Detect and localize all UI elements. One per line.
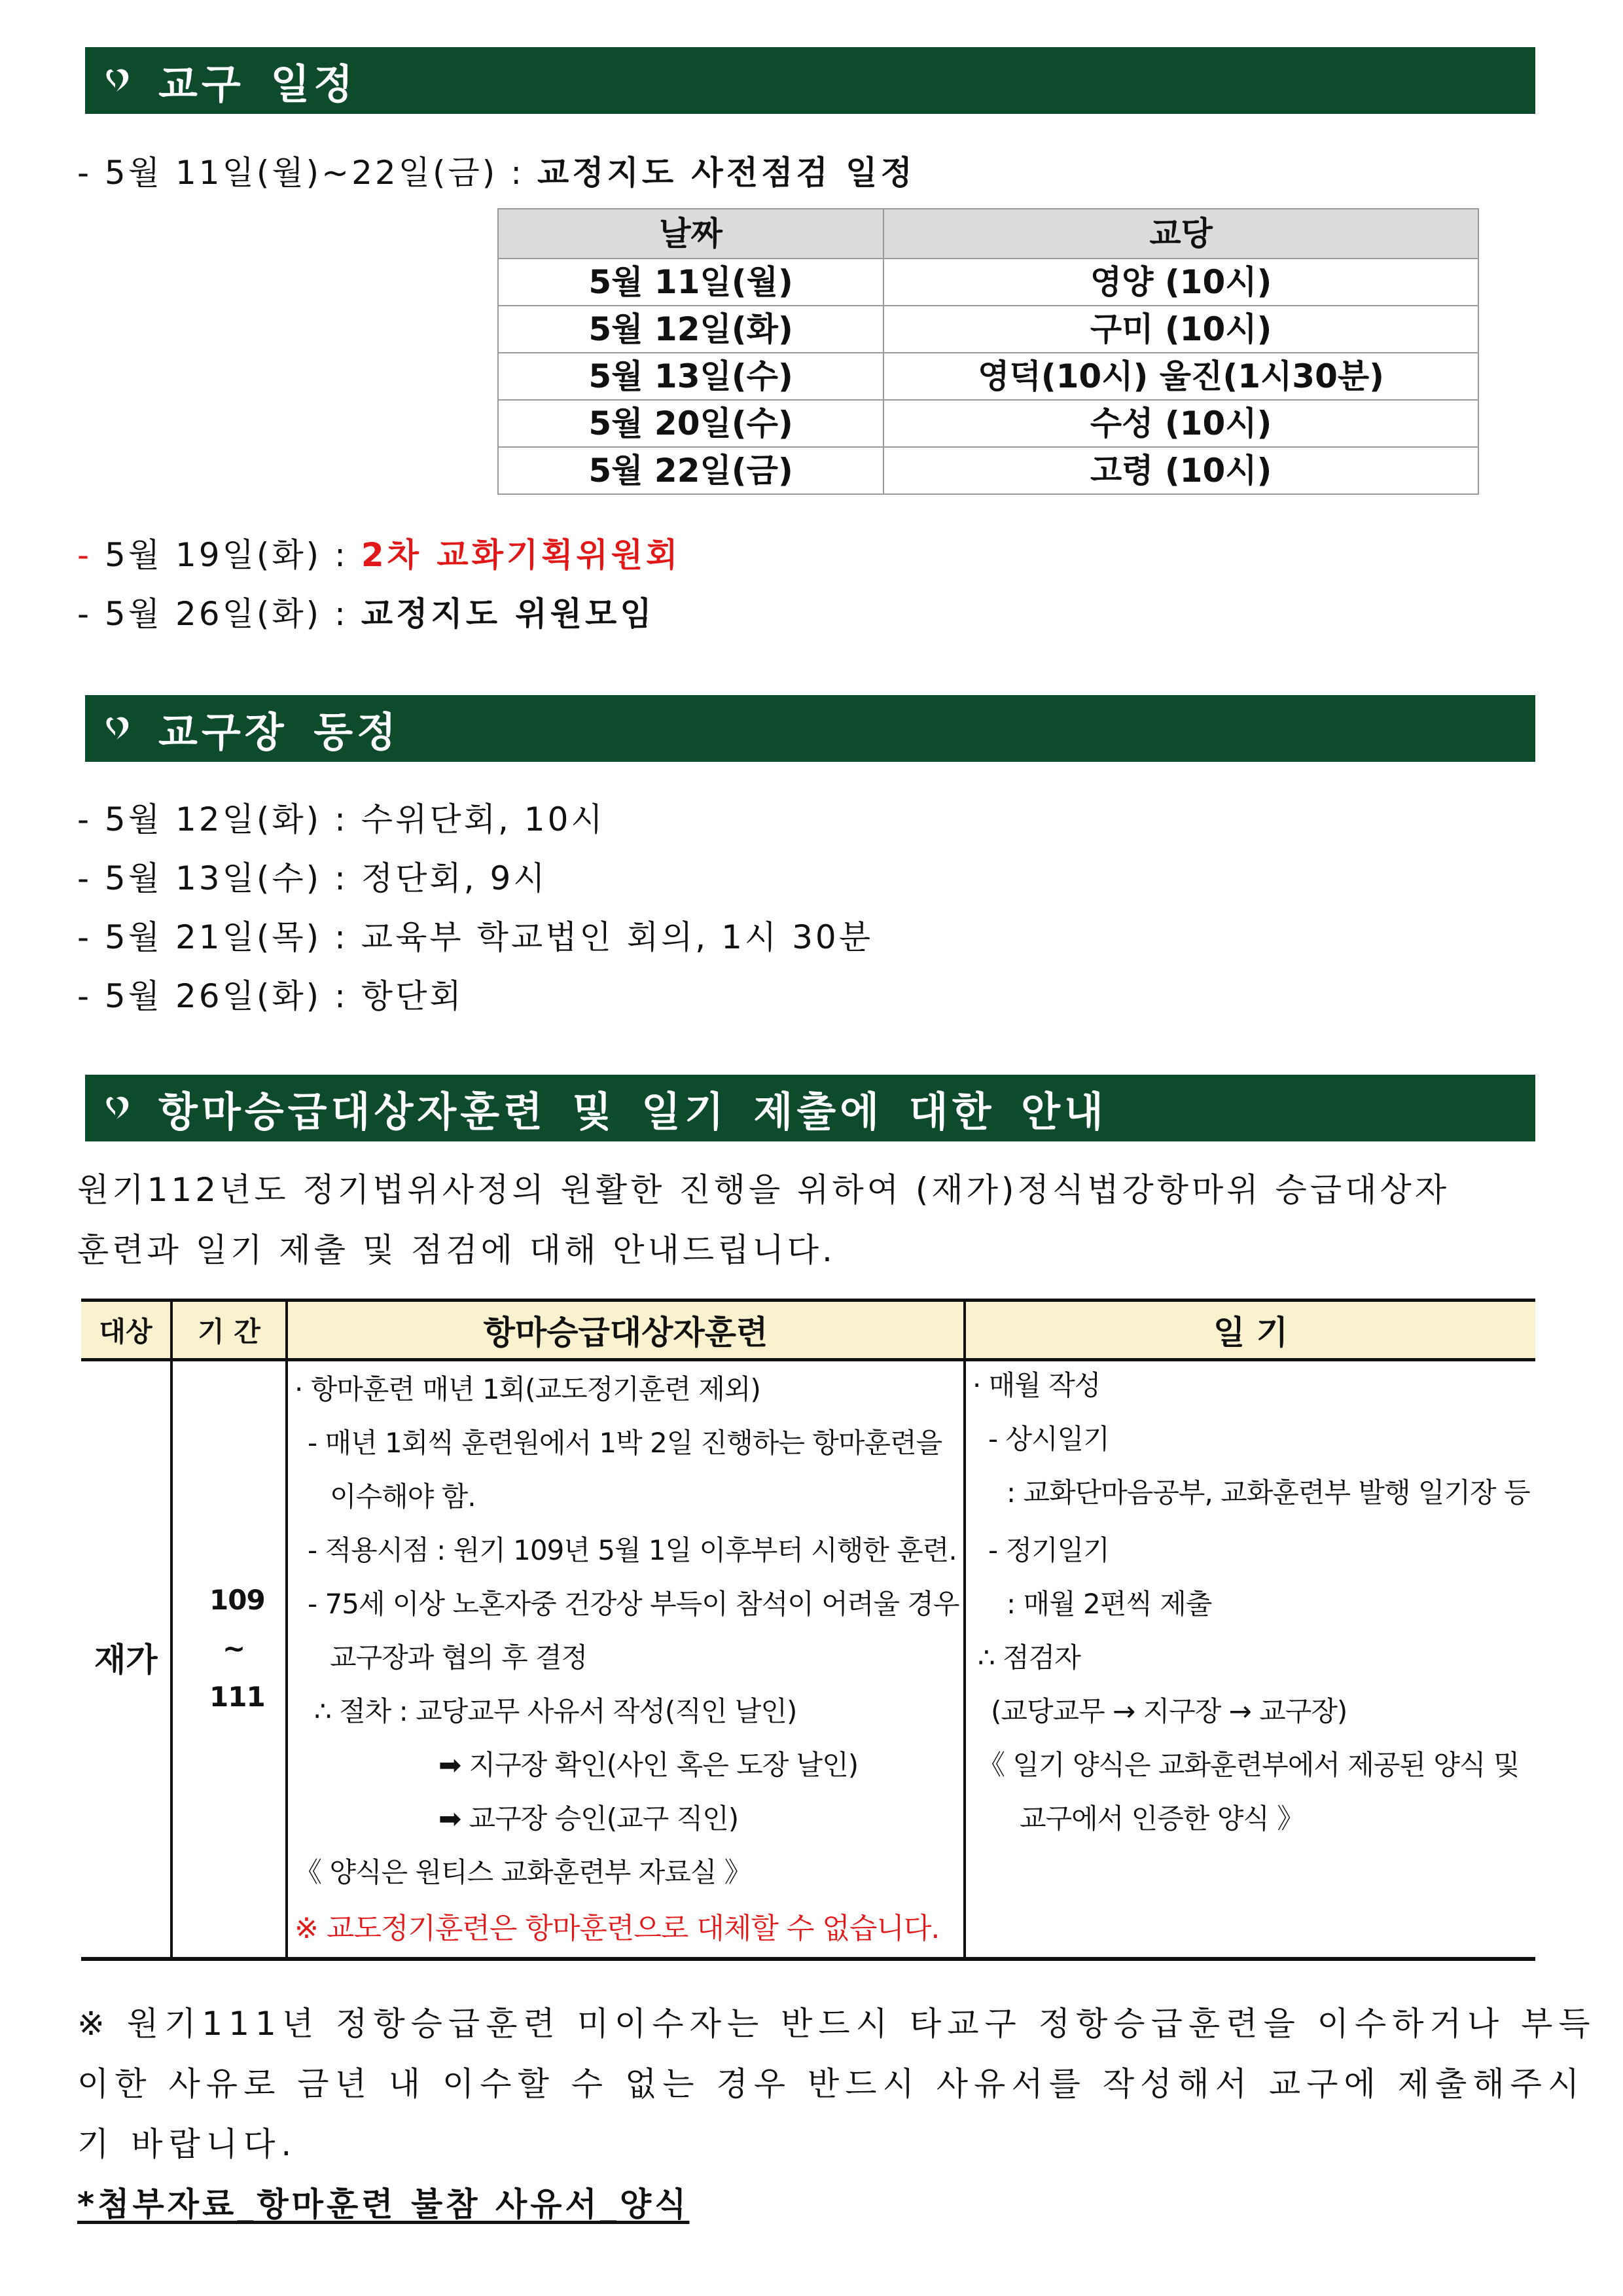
training-line: 교구장과 협의 후 결정 bbox=[330, 1641, 588, 1674]
diary-line: (교당교무 → 지구장 → 교구장) bbox=[991, 1695, 1347, 1727]
section-title: 교구장 동정 bbox=[158, 708, 401, 756]
cell-date: 5월 11일(월) bbox=[498, 259, 883, 306]
cell-period-sep: ~ bbox=[223, 1632, 245, 1664]
diary-line: - 상시일기 bbox=[988, 1423, 1109, 1455]
diary-line: - 정기일기 bbox=[988, 1534, 1109, 1566]
list-item: - 5월 13일(수) : 정단회, 9시 bbox=[77, 859, 548, 897]
schedule-line-inspection bbox=[77, 147, 916, 194]
table-rule bbox=[81, 1957, 1535, 1961]
training-line: - 75세 이상 노혼자중 건강상 부득이 참석이 어려울 경우 bbox=[308, 1588, 959, 1620]
training-line: ∴ 절차 : 교당교무 사유서 작성(직인 날인) bbox=[314, 1695, 797, 1727]
list-item: - 5월 21일(목) : 교육부 학교법인 회의, 1시 30분 bbox=[77, 918, 874, 956]
cell-period-start: 109 bbox=[209, 1584, 265, 1616]
schedule-event: 교정지도 사전점검 일정 bbox=[537, 154, 916, 192]
schedule-line-meeting bbox=[77, 588, 655, 635]
diary-line: · 매월 작성 bbox=[972, 1369, 1101, 1401]
intro-paragraph-line: 훈련과 일기 제출 및 점검에 대해 안내드립니다. bbox=[77, 1231, 836, 1269]
cell-church: 영양 (10시) bbox=[883, 259, 1478, 306]
training-line: · 항마훈련 매년 1회(교도정기훈련 제외) bbox=[294, 1373, 760, 1405]
header-date: 날짜 bbox=[498, 209, 883, 259]
schedule-event: 2차 교화기획위원회 bbox=[361, 536, 681, 574]
table-row bbox=[498, 259, 1478, 306]
section-title: 교구 일정 bbox=[158, 60, 357, 108]
training-line: ➡ 교구장 승인(교구 직인) bbox=[438, 1803, 739, 1835]
cell-church: 구미 (10시) bbox=[883, 306, 1478, 353]
table-row bbox=[498, 447, 1478, 494]
schedule-date: - 5월 26일(화) : bbox=[77, 595, 361, 633]
training-line: - 매년 1회씩 훈련원에서 1박 2일 진행하는 항마훈련을 bbox=[308, 1427, 942, 1459]
diary-line: 교구에서 인증한 양식 》 bbox=[1020, 1803, 1304, 1835]
cell-date: 5월 20일(수) bbox=[498, 400, 883, 447]
diary-line: 《 일기 양식은 교화훈련부에서 제공된 양식 및 bbox=[978, 1749, 1520, 1781]
header-diary: 일 기 bbox=[1213, 1314, 1288, 1352]
section-header-training-notice bbox=[85, 1075, 1535, 1141]
schedule-event: 교정지도 위원모임 bbox=[361, 595, 655, 633]
training-line: 《 양식은 원티스 교화훈련부 자료실 》 bbox=[294, 1856, 751, 1888]
diary-line: : 교화단마음공부, 교화훈련부 발행 일기장 등 bbox=[1007, 1477, 1530, 1509]
notice-line: 이한 사유로 금년 내 이수할 수 없는 경우 반드시 사유서를 작성해서 교구에 제출해주시 bbox=[77, 2065, 1586, 2103]
cell-target: 재가 bbox=[94, 1641, 158, 1679]
header-training: 항마승급대상자훈련 bbox=[483, 1314, 768, 1352]
table-rule bbox=[963, 1299, 966, 1961]
cell-church: 수성 (10시) bbox=[883, 400, 1478, 447]
table-rule bbox=[81, 1358, 1535, 1361]
cell-period-end: 111 bbox=[209, 1681, 265, 1713]
inspection-schedule-table bbox=[497, 208, 1479, 495]
cell-date: 5월 12일(화) bbox=[498, 306, 883, 353]
diary-line: ∴ 점검자 bbox=[978, 1641, 1080, 1674]
list-item: - 5월 12일(화) : 수위단회, 10시 bbox=[77, 800, 605, 838]
table-rule bbox=[170, 1299, 173, 1961]
cell-date: 5월 13일(수) bbox=[498, 353, 883, 400]
header-church: 교당 bbox=[883, 209, 1478, 259]
training-line: 이수해야 함. bbox=[330, 1480, 476, 1513]
section-title: 항마승급대상자훈련 및 일기 제출에 대한 안내 bbox=[158, 1087, 1107, 1136]
section-header-leader-activities bbox=[85, 695, 1535, 762]
attachment-link[interactable]: *첨부자료_항마훈련 불참 사유서_양식 bbox=[77, 2185, 690, 2223]
training-line: ➡ 지구장 확인(사인 혹은 도장 날인) bbox=[438, 1749, 859, 1781]
table-row bbox=[498, 353, 1478, 400]
red-dash: - bbox=[77, 536, 92, 574]
heart-bullet-icon bbox=[103, 1092, 136, 1124]
section-header-district-schedule bbox=[85, 47, 1535, 114]
table-row bbox=[498, 400, 1478, 447]
training-warning-note: ※ 교도정기훈련은 항마훈련으로 대체할 수 없습니다. bbox=[294, 1912, 940, 1945]
training-table bbox=[81, 1299, 1535, 1961]
header-period: 기 간 bbox=[198, 1316, 260, 1348]
heart-bullet-icon bbox=[103, 712, 136, 745]
table-rule bbox=[285, 1299, 288, 1961]
table-header-row bbox=[498, 209, 1478, 259]
notice-line: 기 바랍니다. bbox=[77, 2125, 298, 2163]
cell-date: 5월 22일(금) bbox=[498, 447, 883, 494]
intro-paragraph-line: 원기112년도 정기법위사정의 원활한 진행을 위하여 (재가)정식법강항마위 승급대상자 bbox=[77, 1171, 1450, 1209]
cell-church: 고령 (10시) bbox=[883, 447, 1478, 494]
diary-line: : 매월 2편씩 제출 bbox=[1007, 1588, 1212, 1620]
training-line: - 적용시점 : 원기 109년 5월 1일 이후부터 시행한 훈련. bbox=[308, 1534, 957, 1566]
list-item: - 5월 26일(화) : 항단회 bbox=[77, 977, 464, 1015]
header-target: 대상 bbox=[99, 1316, 152, 1348]
schedule-date: - 5월 11일(월)~22일(금) : bbox=[77, 154, 537, 192]
cell-church: 영덕(10시) 울진(1시30분) bbox=[883, 353, 1478, 400]
notice-line: ※ 원기111년 정항승급훈련 미이수자는 반드시 타교구 정항승급훈련을 이수하거나 부득 bbox=[77, 2005, 1596, 2043]
schedule-date: 5월 19일(화) : bbox=[92, 536, 361, 574]
table-row bbox=[498, 306, 1478, 353]
schedule-line-committee bbox=[77, 529, 681, 576]
heart-bullet-icon bbox=[103, 64, 136, 97]
